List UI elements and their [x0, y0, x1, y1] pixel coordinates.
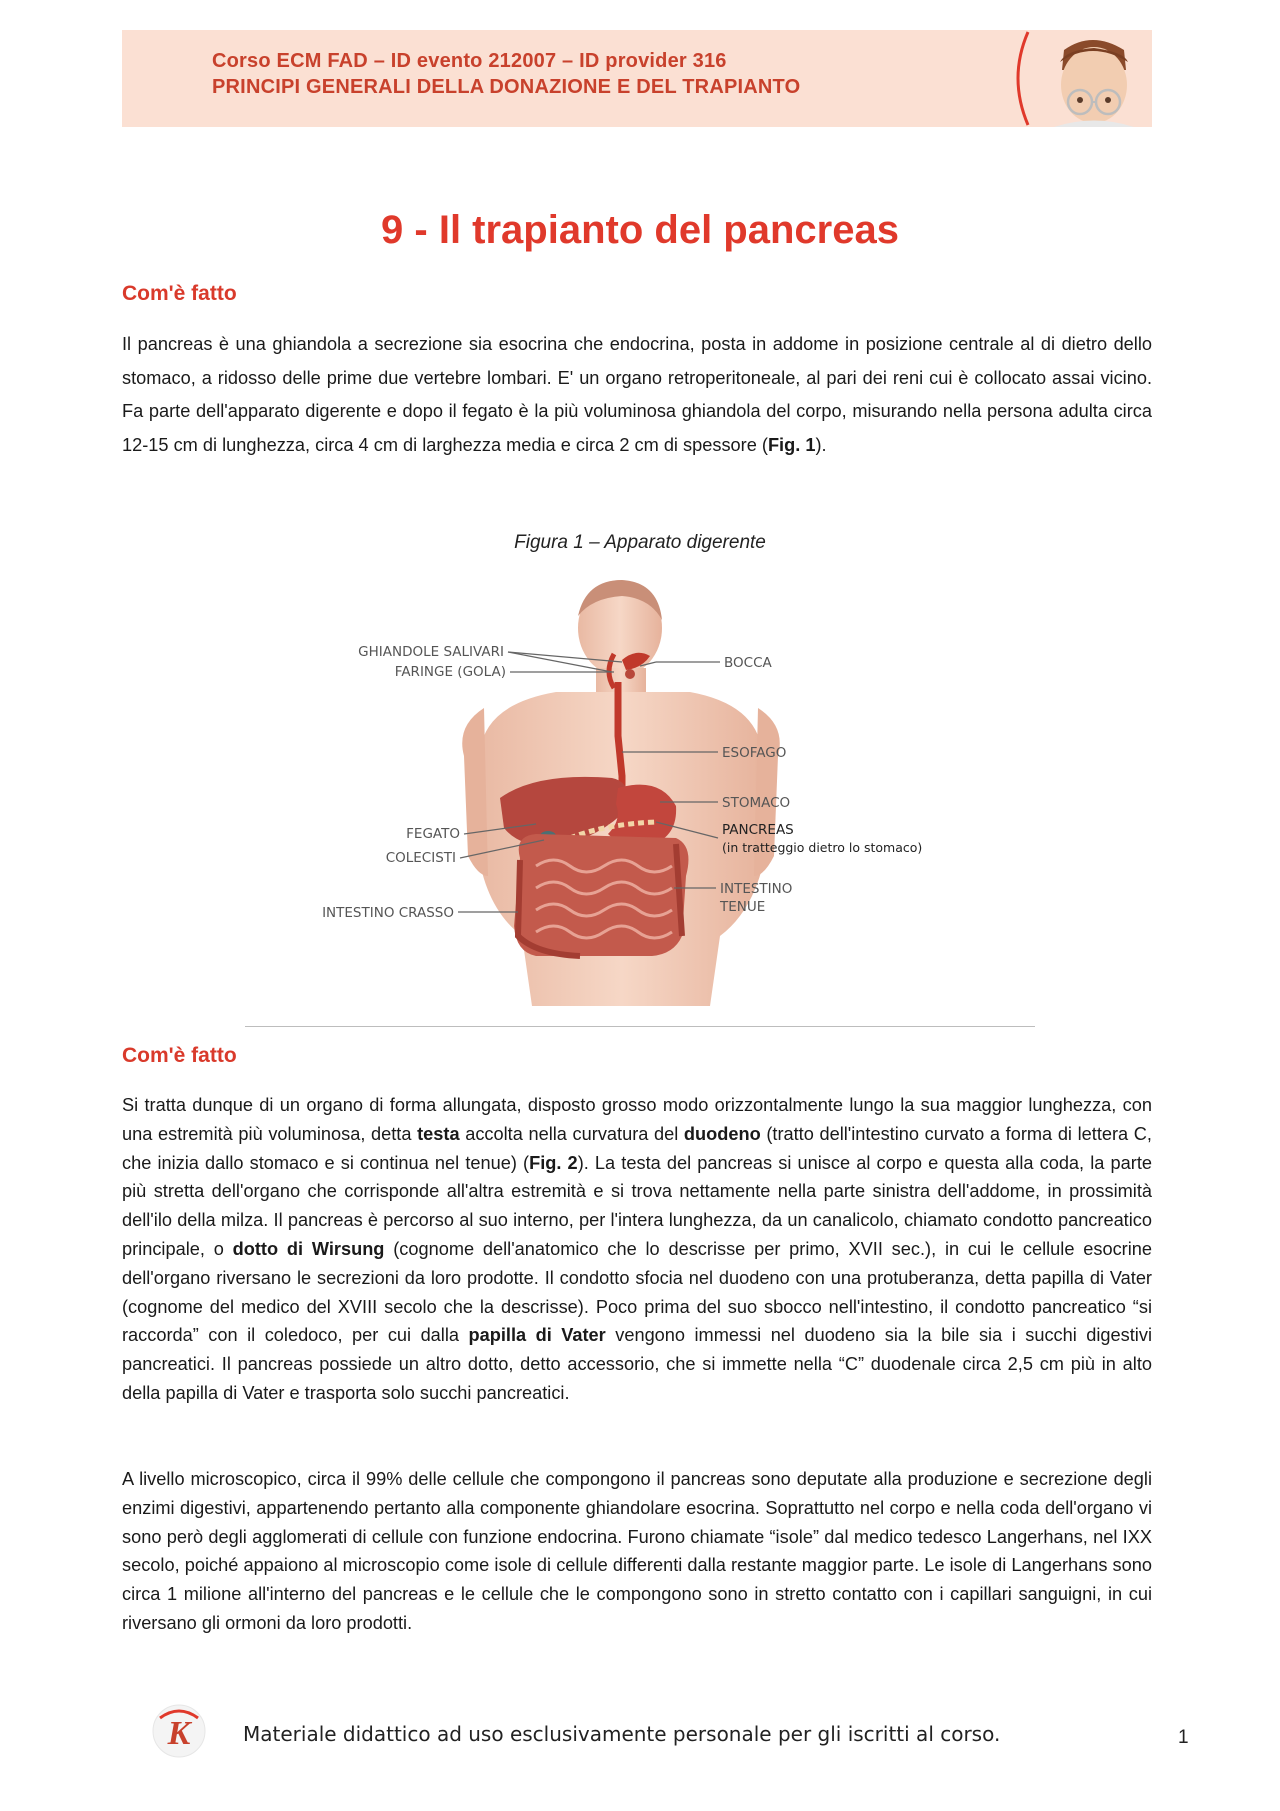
label-pancreas-note: (in tratteggio dietro lo stomaco) [722, 840, 923, 855]
section-1-paragraph [122, 328, 1152, 462]
footer-disclaimer: Materiale didattico ad uso esclusivamente personale per gli iscritti al corso. [243, 1722, 1001, 1746]
header-line-2: PRINCIPI GENERALI DELLA DONAZIONE E DEL TRAPIANTO [212, 76, 801, 98]
s2-text-2: accolta nella curvatura del [459, 1123, 684, 1144]
header-text [212, 48, 800, 100]
header-banner [122, 30, 1152, 127]
term-dotto-wirsung: dotto di Wirsung [232, 1238, 385, 1259]
label-large-intestine: INTESTINO CRASSO [322, 905, 454, 921]
label-pharynx: FARINGE (GOLA) [394, 664, 506, 680]
section-2-heading: Com'è fatto [122, 1044, 237, 1067]
s2-text-1: Si tratta dunque di un organo di forma allungata, disposto grosso modo orizzontalmente lungo la sua maggior lunghezza, con una estremità più voluminosa, detta [122, 1095, 1152, 1144]
intestines [514, 834, 688, 956]
figure-1-reference: Fig. 1 [767, 434, 816, 455]
label-pancreas: PANCREAS [722, 822, 794, 838]
section-divider [245, 1026, 1035, 1027]
section-1-heading: Com'è fatto [122, 282, 237, 305]
header-line-1: Corso ECM FAD – ID evento 212007 – ID provider 316 [212, 50, 727, 72]
s2-text-6: vengono immessi nel duodeno sia la bile sia i succhi digestivi pancreatici. Il pancreas possiede un altro dotto, detto accessorio, che si immette nella “C” duodenale circa 2,5 cm più in alto della papilla di Vater e trasporta solo succhi pancreatici. [122, 1325, 1152, 1403]
s2-text-5: (cognome dell'anatomico che lo descrisse per primo, XVII sec.), in cui le cellule esocrine dell'organo riversano le secrezioni da loro prodotte. Il condotto sfocia nel duodeno con una protuberanza, detta papilla di Vater (cognome del medico del XVIII secolo che la descrisse). Poco prima del suo sbocco nell'intestino, il condotto pancreatico “si raccorda” con il coledoco, per cui dalla [122, 1238, 1153, 1346]
label-mouth: BOCCA [724, 655, 772, 671]
label-esophagus: ESOFAGO [722, 745, 787, 761]
page-title: 9 - Il trapianto del pancreas [381, 208, 899, 252]
figure-1-caption: Figura 1 – Apparato digerente [514, 532, 766, 553]
section-1-text-b: ). [815, 434, 827, 455]
page-number: 1 [1178, 1727, 1189, 1748]
term-testa: testa [417, 1123, 460, 1144]
child-with-glasses-image [1034, 30, 1152, 127]
label-small-intestine-2: TENUE [720, 899, 766, 915]
term-papilla-vater: papilla di Vater [468, 1325, 606, 1346]
term-duodeno: duodeno [683, 1123, 761, 1144]
section-1-text-a: Il pancreas è una ghiandola a secrezione sia esocrina che endocrina, posta in addome in posizione centrale al di dietro dello stomaco, a ridosso delle prime due vertebre lombari. E' un organo retroperitoneale, al pari dei reni cui è collocato assai vicino. Fa parte dell'apparato digerente e dopo il fegato è la più voluminosa ghiandola del corpo, misurando nella persona adulta circa 12-15 cm di lunghezza, circa 4 cm di larghezza media e circa 2 cm di spessore ( [122, 334, 1152, 455]
digestive-system-figure [322, 576, 1000, 1006]
label-liver: FEGATO [406, 826, 460, 842]
label-small-intestine-1: INTESTINO [720, 881, 793, 897]
figure-2-reference: Fig. 2 [529, 1152, 578, 1173]
s2-text-4: ). La testa del pancreas si unisce al corpo e questa alla coda, la parte più stretta dell'organo che corrisponde all'altra estremità e si trova nettamente nella parte sinistra dell'addome, in prossimità dell'ilo della milza. Il pancreas è percorso al suo interno, per l'intera lunghezza, da un canalicolo, chiamato condotto pancreatico principale, o [122, 1152, 1152, 1259]
section-2-paragraph-1 [122, 1091, 1152, 1408]
section-2-paragraph-2: A livello microscopico, circa il 99% delle cellule che compongono il pancreas sono deputate alla produzione e secrezione degli enzimi digestivi, appartenendo pertanto alla componente ghiandolare esocrina. Soprattutto nel corpo e nella coda dell'organo vi sono però degli agglomerati di cellule con funzione endocrina. Furono chiamate “isole” dal medico tedesco Langerhans, nel IXX secolo, poiché appaiono al microscopio come isole di cellule differenti dalla restante maggior parte. Le isole di Langerhans sono circa 1 milione all'interno del pancreas e le cellule che le compongono sono in stretto contatto con i capillari sanguigni, in cui riversano gli ormoni da loro prodotti. [122, 1469, 1152, 1633]
label-gallbladder: COLECISTI [385, 850, 456, 866]
s2-text-3: (tratto dell'intestino curvato a forma di lettera C, che inizia dallo stomaco e si continua nel tenue) ( [122, 1123, 1152, 1173]
k-logo-icon [152, 1700, 206, 1762]
logo-letter: K [167, 1715, 191, 1752]
label-salivary-glands: GHIANDOLE SALIVARI [358, 644, 504, 660]
label-stomach: STOMACO [722, 795, 791, 811]
